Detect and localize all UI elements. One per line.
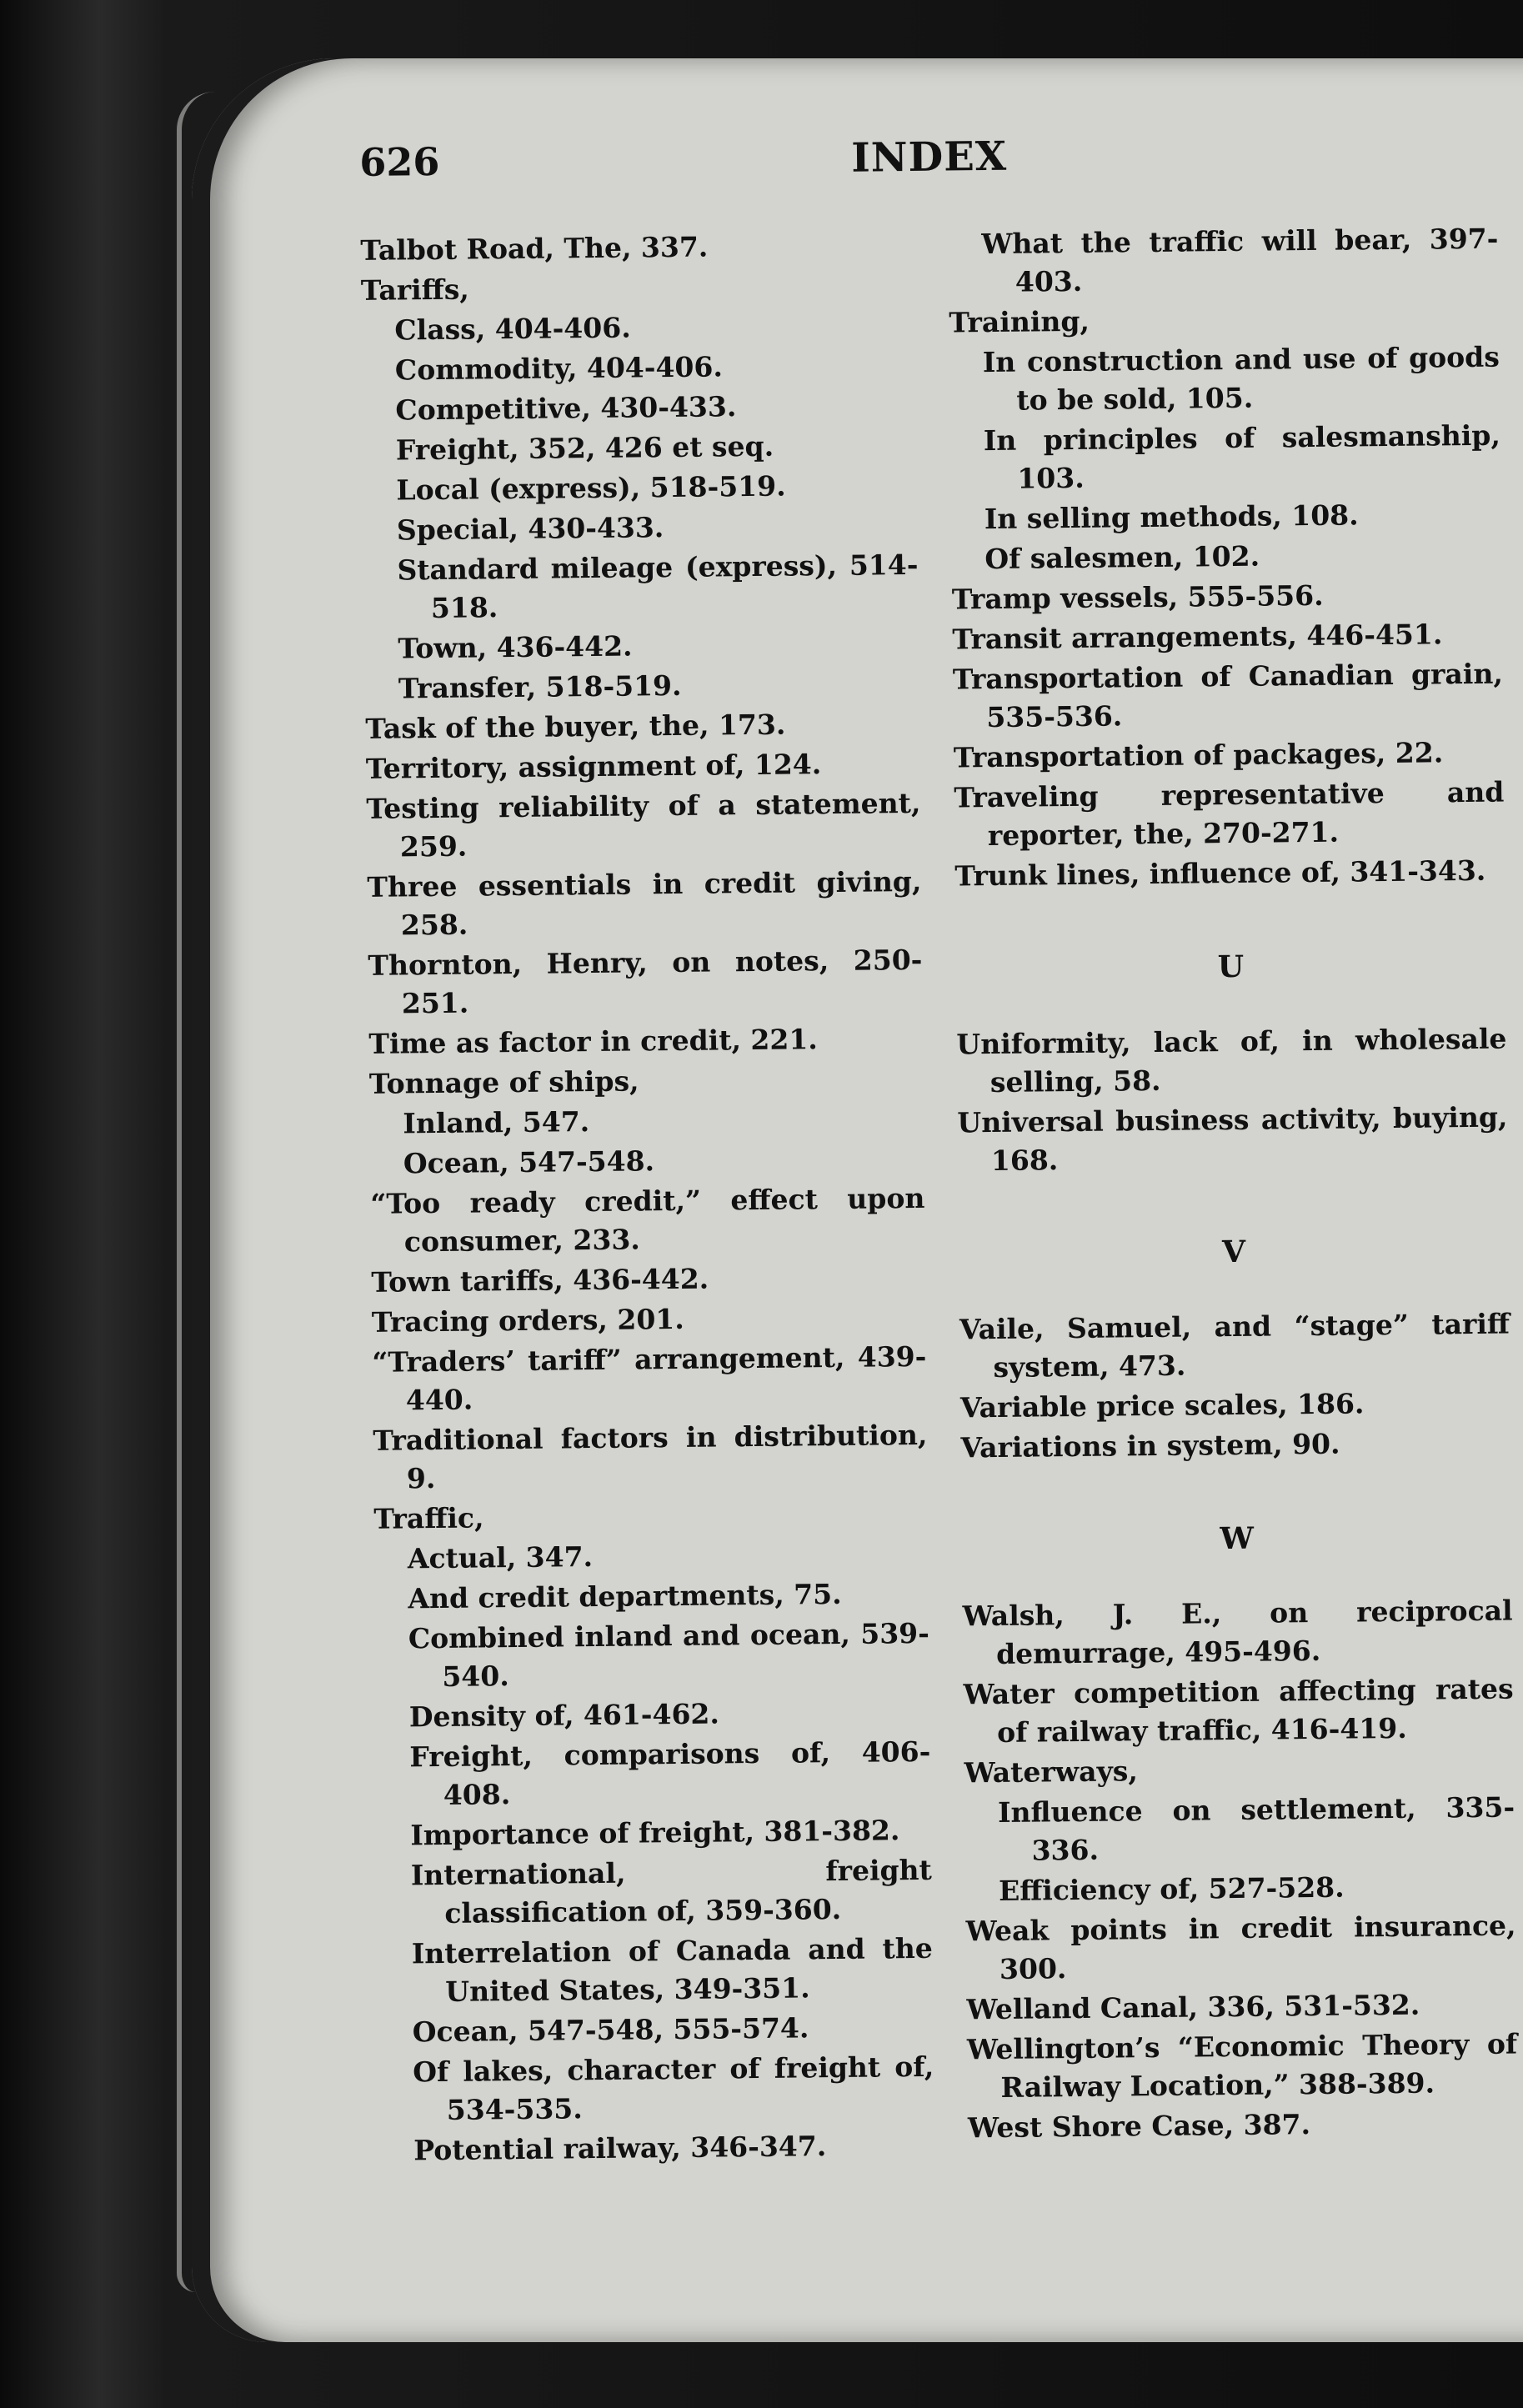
index-subentry: Competitive, 430-433.: [395, 390, 737, 427]
page-number: 626: [359, 138, 440, 185]
index-subentry: Efficiency of, 527-528.: [998, 1870, 1345, 1907]
section-letter: V: [1221, 1234, 1246, 1270]
index-entry: Territory, assignment of, 124.: [365, 748, 822, 785]
section-letter: U: [1217, 949, 1245, 985]
index-entry: Tramp vessels, 555-556.: [951, 578, 1324, 616]
index-entry: Town tariffs, 436-442.: [371, 1262, 709, 1299]
index-entry: “Traders’ tariff” arrangement, 439-440.: [372, 1339, 927, 1417]
section-letter: W: [1220, 1520, 1255, 1557]
index-entry: Training,: [949, 304, 1090, 339]
index-entry: Tracing orders, 201.: [371, 1302, 684, 1339]
index-subentry: In principles of salesmanship, 103.: [983, 418, 1501, 495]
page-content: [192, 44, 1523, 2342]
index-entry: Variable price scales, 186.: [959, 1387, 1365, 1424]
index-entry: Task of the buyer, the, 173.: [365, 708, 786, 745]
index-subentry: Transfer, 518-519.: [398, 668, 682, 705]
index-subentry: Standard mileage (express), 514-518.: [397, 548, 919, 625]
index-subentry: Of lakes, character of freight of, 534-535.: [413, 2050, 934, 2126]
index-subentry: And credit departments, 75.: [408, 1577, 842, 1615]
index-entry: “Too ready credit,” effect upon consumer, 233.: [370, 1181, 925, 1259]
index-subentry: Of salesmen, 102.: [984, 539, 1260, 576]
index-entry: Transportation of packages, 22.: [953, 736, 1444, 774]
index-subentry: Inland, 547.: [403, 1105, 590, 1140]
index-entry: Transit arrangements, 446-451.: [952, 618, 1443, 656]
index-subentry: Interrelation of Canada and the United States, 349-351.: [411, 1931, 933, 2008]
index-entry: Thornton, Henry, on notes, 250-251.: [368, 943, 923, 1020]
index-column-left: [360, 226, 934, 2172]
index-subentry: Combined inland and ocean, 539-540.: [408, 1616, 930, 1693]
index-entry: Wellington’s “Economic Theory of Railway Location,” 388-389.: [966, 2027, 1518, 2104]
index-subentry: Actual, 347.: [407, 1540, 594, 1575]
index-subentry: What the traffic will bear, 397-403.: [981, 222, 1499, 298]
index-subentry: Density of, 461-462.: [408, 1697, 720, 1734]
book-page: [192, 58, 1523, 2342]
index-entry: Uniformity, lack of, in wholesale selling, 58.: [956, 1022, 1507, 1099]
index-subentry: Importance of freight, 381-382.: [410, 1814, 900, 1852]
index-entry: Testing reliability of a statement, 259.: [366, 786, 921, 864]
index-subentry: Ocean, 547-548, 555-574.: [412, 2011, 809, 2049]
index-entry: Water competition affecting rates of railway traffic, 416-419.: [963, 1672, 1514, 1749]
index-entry: Weak points in credit insurance, 300.: [965, 1909, 1516, 1985]
index-entry: Traffic,: [373, 1501, 484, 1535]
index-subentry: Local (express), 518-519.: [396, 469, 786, 507]
index-entry: Traditional factors in distribution, 9.: [373, 1418, 928, 1495]
index-column-right: [948, 220, 1518, 2150]
index-subentry: In construction and use of goods to be sold, 105.: [982, 340, 1500, 417]
index-subentry: Ocean, 547-548.: [403, 1144, 655, 1180]
index-entry: Traveling representative and reporter, the, 270-271.: [954, 775, 1505, 853]
index-entry: Welland Canal, 336, 531-532.: [966, 1988, 1420, 2026]
index-subentry: Freight, 352, 426 et seq.: [395, 429, 774, 467]
index-entry: Trunk lines, influence of, 341-343.: [954, 854, 1486, 893]
index-subentry: Commodity, 404-406.: [394, 350, 724, 387]
index-entry: Variations in system, 90.: [960, 1427, 1340, 1464]
index-entry: Vaile, Samuel, and “stage” tariff system, 473.: [959, 1307, 1510, 1384]
index-subentry: Town, 436-442.: [398, 629, 633, 665]
index-subentry: In selling methods, 108.: [984, 498, 1359, 536]
index-entry: Walsh, J. E., on reciprocal demurrage, 495-496.: [962, 1594, 1513, 1670]
index-entry: Transportation of Canadian grain, 535-536.: [952, 657, 1504, 734]
index-entry: Tonnage of ships,: [368, 1064, 639, 1100]
index-entry: Time as factor in credit, 221.: [368, 1023, 819, 1060]
index-subentry: Influence on settlement, 335-336.: [997, 1790, 1515, 1867]
index-subentry: International, freight classification of, 359-360.: [410, 1853, 933, 1930]
index-entry: Three essentials in credit giving, 258.: [367, 864, 922, 942]
index-entry: Waterways,: [964, 1755, 1139, 1790]
index-entry: Universal business activity, buying, 168.: [957, 1100, 1508, 1178]
index-subentry: Special, 430-433.: [396, 511, 664, 547]
index-subentry: Freight, comparisons of, 406-408.: [409, 1735, 931, 1811]
index-entry: West Shore Case, 387.: [967, 2108, 1311, 2145]
running-head: INDEX: [851, 133, 1008, 182]
index-entry: Tariffs,: [360, 273, 469, 307]
index-entry: Talbot Road, The, 337.: [360, 230, 709, 267]
index-subentry: Potential railway, 346-347.: [413, 2130, 827, 2167]
index-subentry: Class, 404-406.: [394, 311, 631, 347]
